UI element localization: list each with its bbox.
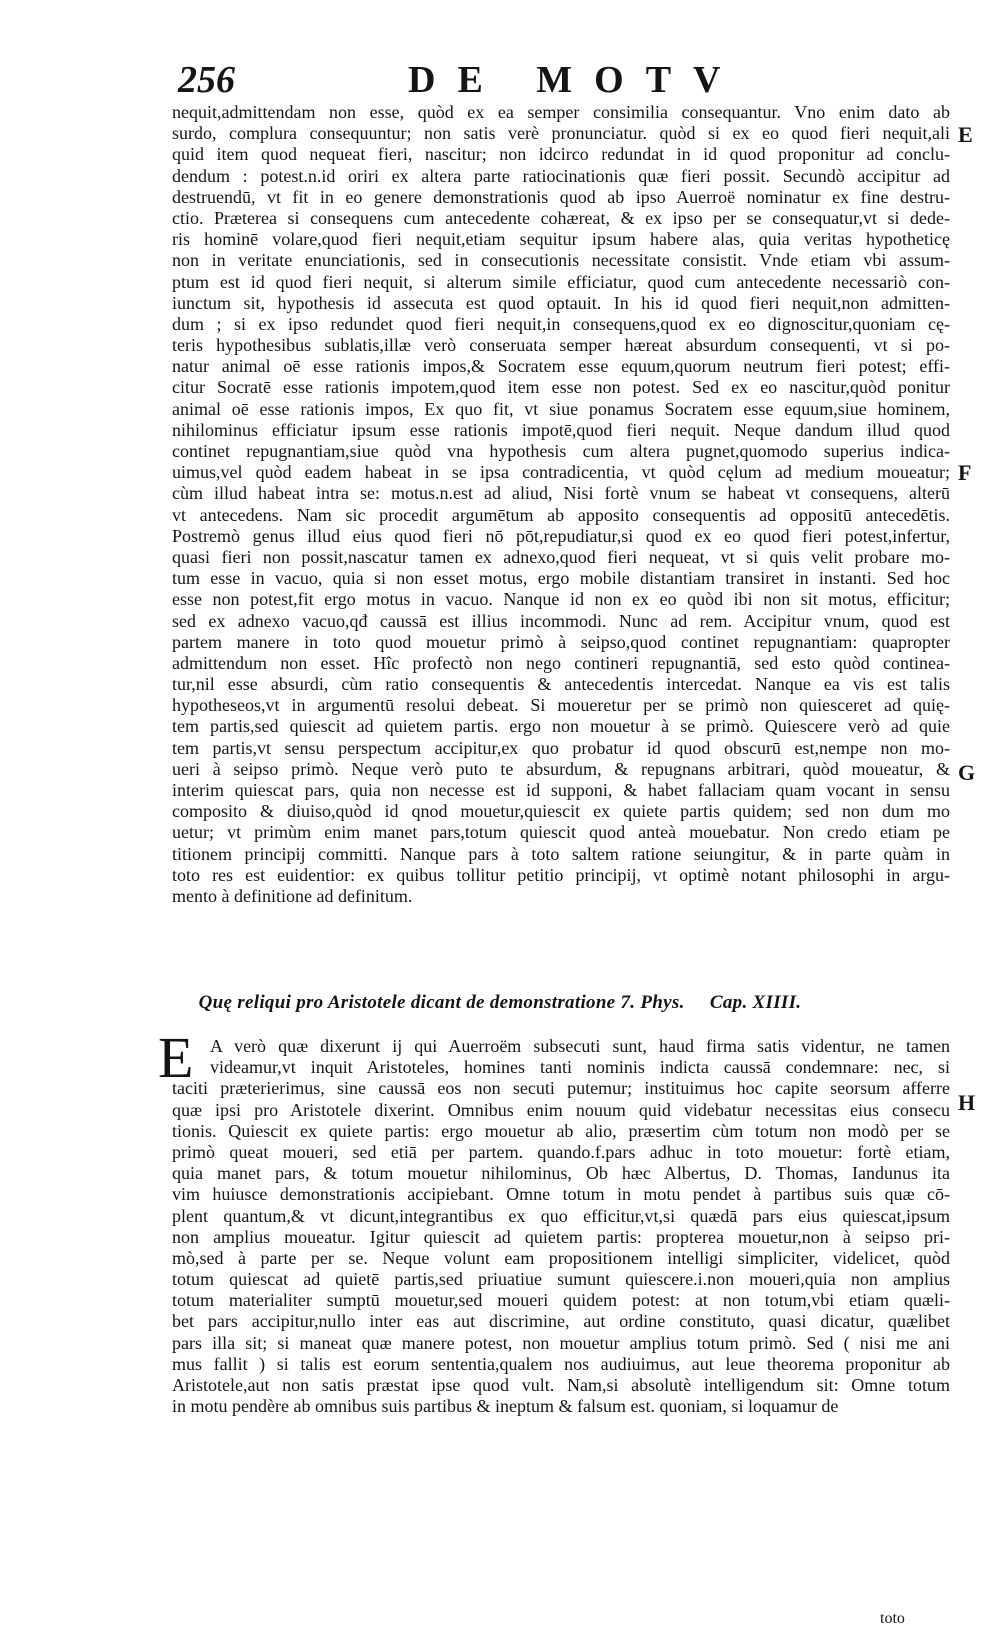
- text-line: vt antecedens. Nam sic procedit argumētum ab apposito consequentis ad oppositū antecedētis.: [172, 504, 950, 525]
- text-line: bet pars accipitur,nullo inter eas aut discrimine, aut ordine constituto, quasi dicatur, quælibet: [172, 1311, 950, 1332]
- text-line: destruendū, vt fit in eo genere demonstrationis quod ab ipso Auerroë nominatur ex fine destru-: [172, 186, 950, 207]
- text-line: quasi fieri non possit,nascatur tamen ex adnexo,quod fieri nequeat, vt si quis velit probare mo-: [172, 546, 950, 567]
- text-line: Aristotele,aut non satis præstat ipse quod vult. Nam,si absolutè intelligendum sit: Omne totum: [172, 1375, 950, 1395]
- margin-letter-g: G: [958, 760, 976, 785]
- text-line: dum ; si ex ipso redundet quod fieri nequit,in consequens,quod ex eo dignoscitur,quoniam cę-: [172, 313, 950, 334]
- text-line: tur,nil esse absurdi, cùm ratio consequentis & antecedentis intercedat. Nanque ea vis est talis: [172, 674, 950, 695]
- drop-cap-initial: E: [158, 1025, 194, 1090]
- text-line: vim huiusce demonstrationis accipiebant. Omne totum in motu pendet à partibus suis quæ cō-: [172, 1184, 950, 1205]
- running-title: DE MOTV: [408, 59, 743, 101]
- catchword: toto: [880, 1610, 905, 1627]
- text-line: composito & diuiso,quòd id qnod mouetur,quiescit ex quiete partis quidem; sed non dum mo: [172, 801, 950, 822]
- text-line: cùm illud habeat intra se: motus.n.est ad aliud, Nisi fortè vnum se habeat vt consequens, alterū: [172, 483, 950, 504]
- text-line: ctio. Præterea si consequens cum antecedente cohæreat, & ex ipso per se consequatur,vt si dede-: [172, 207, 950, 228]
- text-line: titionem principij committi. Nanque pars à toto saltem ratione seiungitur, & in parte quàm in: [172, 843, 950, 864]
- text-line: iunctum sit, hypothesis id assecuta est quod optauit. In his id quod fieri nequit,non admitten-: [172, 292, 950, 313]
- text-line: mò,sed à parte per se. Neque volunt eam propositionem intelligi simpliciter, videlicet, quòd: [172, 1247, 950, 1268]
- margin-letter-e: E: [958, 122, 973, 147]
- text-line: surdo, complura consequuntur; non satis verè pronunciatur. quòd si ex eo quod fieri nequit,ali: [172, 123, 950, 144]
- section-heading-chapter: Cap. XIIII.: [709, 992, 802, 1013]
- text-line: Postremò genus illud eius quod fieri nō pōt,repudiatur,si quod ex eo quod fieri potest,infertur,: [172, 525, 950, 546]
- margin-letter-f: F: [958, 460, 972, 485]
- text-line: mento à definitione ad definitum.: [172, 885, 413, 906]
- text-line: tem partis,sed quiescit ad quietem partis. ergo non mouetur à se primò. Quiescere verò ad quie: [172, 716, 950, 737]
- text-line: esse non potest,fit ergo motus in vacuo. Nanque id non ex eo quòd ibi non sit motus, efficitur;: [172, 589, 950, 610]
- page-header: [178, 58, 938, 104]
- section-heading-title: Quę reliqui pro Aristotele dicant de demonstratione 7. Phys.: [198, 992, 685, 1013]
- body-text-lower: [172, 1036, 950, 1417]
- text-line: dendum : potest.n.id oriri ex altera parte ratiocinationis quæ fieri possit. Secundò accipitur ad: [172, 165, 950, 186]
- text-line: sed ex adnexo vacuo,qđ caussā est illius incommodi. Nunc ad rem. Accipitur vnum, quod est: [172, 610, 950, 631]
- text-line: non amplius moueatur. Igitur quiescit ad quietem partis: propterea mouetur,non à seipso pri-: [172, 1226, 950, 1247]
- text-line: in motu pendère ab omnibus suis partibus & ineptum & falsum est. quoniam, si loquamur de: [172, 1396, 839, 1417]
- text-line: tionis. Quiescit ex quiete partis: ergo mouetur ab alio, præsertim cùm totum non modò per se: [172, 1120, 950, 1141]
- text-line: videamur,vt inquit Aristoteles, homines tanti nominis indicta caussā condemnare: nec, si: [210, 1057, 950, 1078]
- text-line: citur Socratē esse rationis impotem,quod item esse non potest. Sed ex eo nascitur,quòd ponitur: [172, 377, 950, 398]
- text-line: primò queat moueri, sed etiā per partem. quando.f.pars adhuc in toto mouetur: fortè etiam,: [172, 1141, 950, 1162]
- text-line: animal oē esse rationis impos, Ex quo fit, vt siue ponamus Socratem esse equum,siue hominem,: [172, 398, 950, 419]
- text-line: hypotheseos,vt in argumentū resolui debeat. Si moueretur per se primò non quiesceret ad quię-: [172, 695, 950, 716]
- text-line: admittendum non esset. Hîc profectò non nego contineri repugnantiā, sed esto quòd continea-: [172, 652, 950, 673]
- text-line: toto res est euidentior: ex quibus tollitur petitio principij, vt optimè notant philosophi in argu-: [172, 864, 950, 885]
- text-line: non in veritate enunciationis, sed in consecutionis necessitate consistit. Vnde etiam vbi assum-: [172, 250, 950, 271]
- text-line: quæ ipsi pro Aristotele dixerint. Omnibus enim nouum quid videbatur necessitas eius consecu: [172, 1099, 950, 1120]
- text-line: interim quiescat pars, quia non necesse est id supponi, & habet fallaciam quam vocant in sensu: [172, 780, 950, 800]
- text-line: nequit,admittendam non esse, quòd ex ea semper consimilia consequantur. Vno enim dato ab: [172, 102, 950, 122]
- text-line: uimus,vel quòd eadem habeat in se ipsa contradicentia, vt quòd cęlum ad medium moueatur;: [172, 462, 950, 483]
- text-line: A verò quæ dixerunt ij qui Auerroëm subsecuti sunt, haud firma satis videntur, ne tamen: [210, 1036, 950, 1056]
- text-line: mus fallit ) si talis est eorum sententia,qualem nos audiuimus, aut leue theorema proponitur ab: [172, 1353, 950, 1374]
- text-line: teris hypothesibus sublatis,illæ verò conseruata semper hæreat absurdum consequenti, vt si po-: [172, 335, 950, 356]
- text-line: taciti præterierimus, sine caussā eos non secuti putemur; instituimus hoc capite seorsum afferre: [172, 1078, 950, 1099]
- text-line: tum esse in vacuo, quia si non esset motus, ergo mobile distantiam transiret in instanti. Sed hoc: [172, 568, 950, 589]
- page-number: 256: [178, 59, 235, 101]
- text-line: totum quiescat ad quietē partis,sed priuatiue sumunt quiescere.i.non moueri,quia non amplius: [172, 1269, 950, 1290]
- text-line: ptum est id quod fieri nequit, si alterum simile efficiatur, quod cum antecedente necessariò con-: [172, 271, 950, 292]
- text-line: quid item quod nequeat fieri, nascitur; non idcirco redundat in id quod proponitur ad conclu-: [172, 144, 950, 165]
- text-line: tem partis,vt sensu perspectum accipitur,ex quo probatur id quod obscurū est,nempe non mo-: [172, 737, 950, 758]
- text-line: nihilominus efficiatur ipsum esse rationis impotē,quod fieri nequit. Neque dandum illud quod: [172, 419, 950, 440]
- text-line: ueri à seipso primò. Neque verò puto te absurdum, & repugnans arbitrari, quòd moueatur, &: [172, 758, 950, 779]
- section-heading: [0, 992, 1000, 1014]
- text-line: quia manet pars, & totum mouetur nihilominus, Ob hæc Albertus, D. Thomas, Iandunus ita: [172, 1163, 950, 1184]
- text-line: partem manere in toto quod mouetur primò à seipso,quod continet repugnantiam: quapropter: [172, 631, 950, 652]
- text-line: plent quantum,& vt dicunt,integrantibus ex quo efficitur,vt,si quædā pars eius quiescat,ipsum: [172, 1205, 950, 1226]
- text-line: totum materialiter sumptū mouetur,sed moueri quidem potest: at non totum,vbi etiam quæli-: [172, 1290, 950, 1311]
- margin-letter-h: H: [958, 1090, 976, 1115]
- text-line: continet repugnantiam,siue quòd vna hypothesis cum altera pugnet,quomodo superius indica-: [172, 441, 950, 461]
- text-line: ris hominē volare,quod fieri nequit,etiam sequitur ipsum habere alas, quia veritas hypotheticę: [172, 229, 950, 250]
- text-line: pars illa sit; si maneat quæ manere potest, non mouetur amplius totum primò. Sed ( nisi me ani: [172, 1332, 950, 1353]
- body-text-upper: [172, 102, 950, 907]
- text-line: natur animal oē esse rationis impos,& Socratem esse equum,quorum neutrum fieri potest; effi-: [172, 356, 950, 377]
- text-line: uetur; vt primùm enim manet pars,totum quiescit quod anteà mouebatur. Non credo etiam pe: [172, 822, 950, 843]
